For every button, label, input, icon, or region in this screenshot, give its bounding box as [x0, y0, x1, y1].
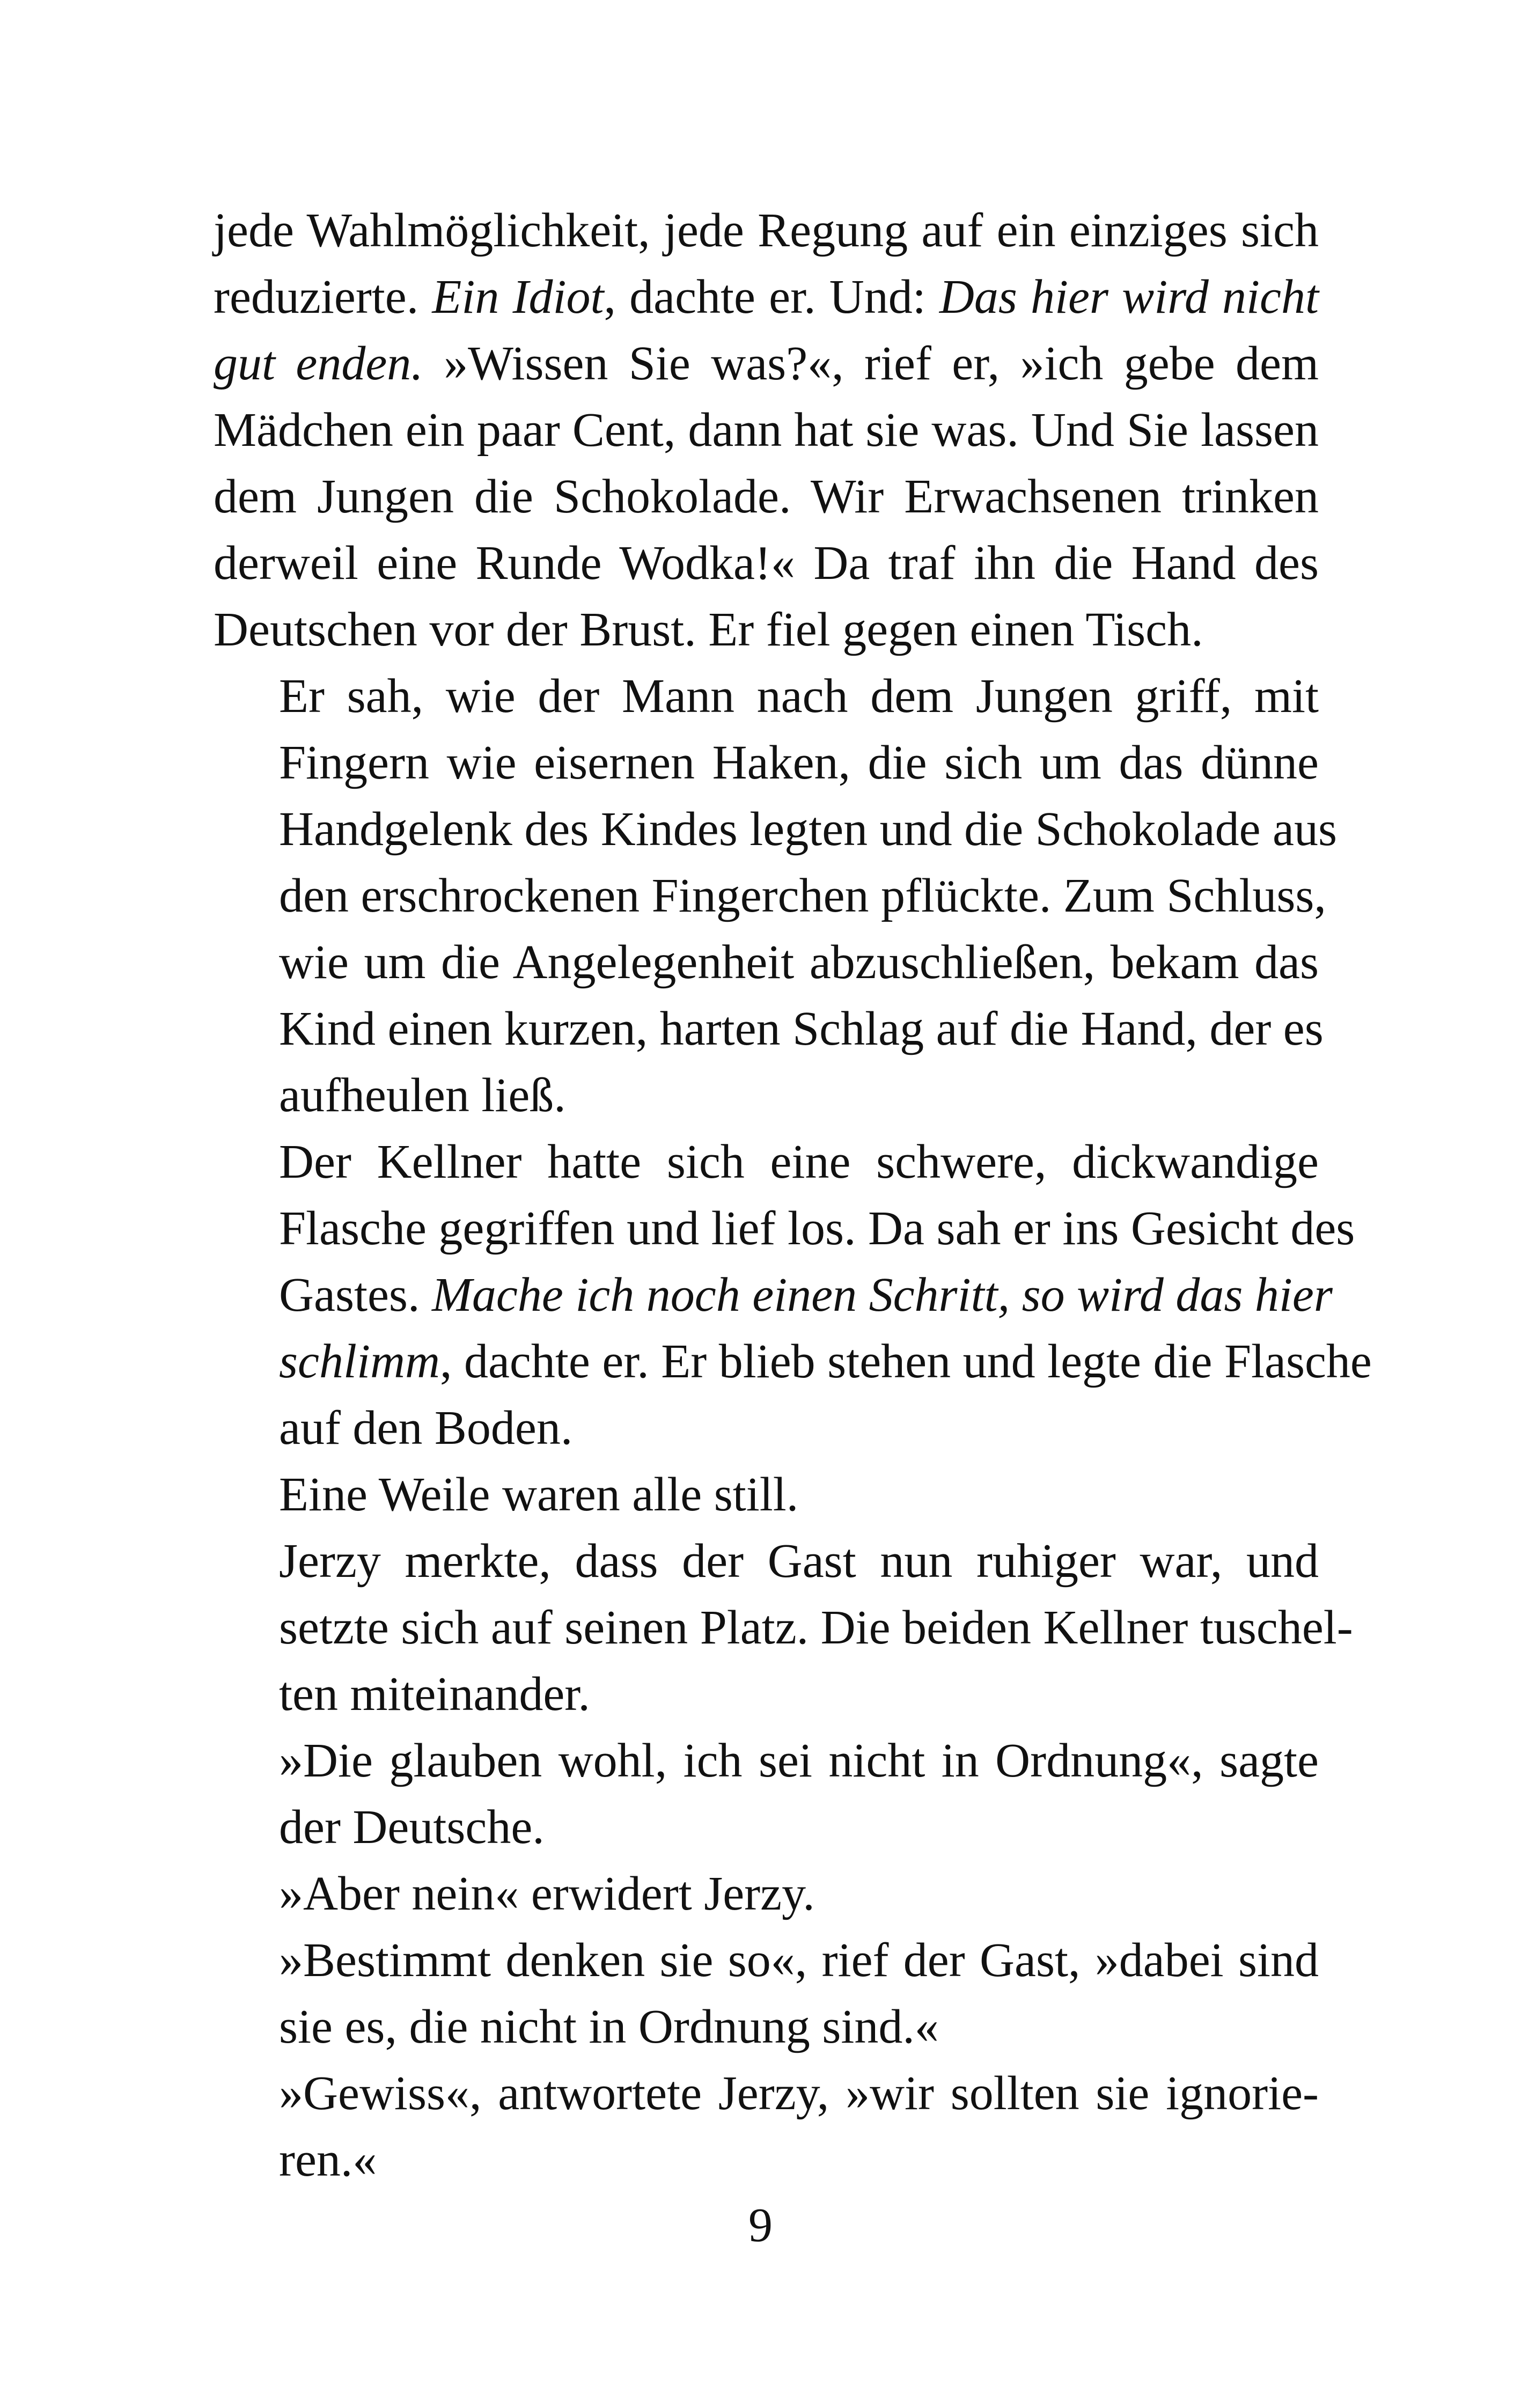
text-line — [214, 1528, 1319, 1595]
text-line — [214, 597, 1319, 663]
italic-text: Mache ich noch einen Schritt, so wird das hier — [431, 1268, 1333, 1322]
text-run: Eine Weile waren alle still. — [279, 1468, 799, 1521]
text-run: »Gewiss«, antwortete Jerzy, »wir sollten sie ignorie- — [279, 2067, 1319, 2120]
text-line — [214, 863, 1326, 929]
text-line — [214, 197, 1319, 264]
text-line — [214, 1395, 1319, 1462]
paragraph — [214, 1927, 1319, 2060]
italic-text: Ein Idiot — [432, 270, 604, 324]
text-run: Handgelenk des Kindes legten und die Schokolade aus — [279, 803, 1338, 856]
italic-text: Das hier wird nicht — [939, 270, 1319, 324]
text-line — [214, 1328, 1372, 1395]
paragraph — [214, 1528, 1353, 1728]
text-run: Kind einen kurzen, harten Schlag auf die Hand, der es — [279, 1002, 1324, 1055]
text-run: »Aber nein« erwidert Jerzy. — [279, 1867, 815, 1920]
text-run: der Deutsche. — [279, 1801, 545, 1854]
text-line — [214, 1728, 1319, 1794]
paragraph — [214, 1861, 1319, 1927]
text-run: , dachte er. Er blieb stehen und legte die Flasche — [439, 1335, 1372, 1388]
text-line — [214, 464, 1319, 530]
text-line — [214, 2127, 1319, 2193]
text-line — [214, 1794, 1319, 1861]
text-line — [214, 929, 1319, 996]
italic-text: gut enden. — [214, 337, 423, 390]
text-line — [214, 2060, 1319, 2127]
italic-text: schlimm — [279, 1335, 440, 1388]
text-line — [214, 796, 1338, 863]
paragraph — [214, 1462, 1319, 1528]
text-run: reduzierte. — [214, 270, 432, 324]
text-line — [214, 530, 1319, 597]
text-run: Der Kellner hatte sich eine schwere, dickwandige — [279, 1135, 1319, 1188]
text-run: Gastes. — [279, 1268, 432, 1322]
text-run: derweil eine Runde Wodka!« Da traf ihn die Hand des — [214, 537, 1319, 590]
paragraph — [214, 2060, 1319, 2193]
text-line — [214, 331, 1319, 397]
text-line — [214, 1927, 1319, 1994]
text-line — [214, 397, 1319, 464]
text-run: , dachte er. Und: — [604, 270, 939, 324]
paragraph — [214, 1728, 1319, 1861]
text-run: ren.« — [279, 2133, 377, 2186]
text-run: Jerzy merkte, dass der Gast nun ruhiger war, und — [279, 1535, 1319, 1588]
text-run: Deutschen vor der Brust. Er fiel gegen einen Tisch. — [214, 603, 1203, 656]
text-run: Er sah, wie der Mann nach dem Jungen griff, mit — [279, 670, 1319, 723]
text-run: setzte sich auf seinen Platz. Die beiden Kellner tuschel- — [279, 1601, 1353, 1654]
paragraph — [214, 663, 1338, 1129]
page-number: 9 — [748, 2199, 773, 2252]
text-line — [214, 1262, 1333, 1328]
book-page-body — [214, 197, 1372, 2193]
text-line — [214, 663, 1319, 730]
text-run: »Die glauben wohl, ich sei nicht in Ordnung«, sagte — [279, 1734, 1319, 1787]
text-line — [214, 1994, 1319, 2060]
text-run: jede Wahlmöglichkeit, jede Regung auf ein einziges sich — [214, 204, 1319, 257]
text-line — [214, 1661, 1319, 1728]
text-line — [214, 1129, 1319, 1195]
text-run: ten miteinander. — [279, 1668, 590, 1721]
text-line — [214, 996, 1324, 1062]
text-line — [214, 730, 1319, 796]
text-run: den erschrockenen Fingerchen pflückte. Zum Schluss, — [279, 869, 1326, 922]
paragraph — [214, 1129, 1372, 1462]
text-run: Fingern wie eisernen Haken, die sich um das dünne — [279, 736, 1319, 789]
text-line — [214, 1595, 1353, 1661]
text-line — [214, 1462, 1319, 1528]
text-line — [214, 1861, 1319, 1927]
text-run: Mädchen ein paar Cent, dann hat sie was. Und Sie lassen — [214, 403, 1319, 457]
text-line — [214, 1062, 1319, 1129]
text-run: aufheulen ließ. — [279, 1069, 566, 1122]
paragraph — [214, 197, 1319, 663]
text-run: dem Jungen die Schokolade. Wir Erwachsenen trinken — [214, 470, 1319, 523]
text-run: Flasche gegriffen und lief los. Da sah er ins Gesicht des — [279, 1202, 1355, 1255]
text-run: »Wissen Sie was?«, rief er, »ich gebe dem — [423, 337, 1319, 390]
text-run: »Bestimmt denken sie so«, rief der Gast, »dabei sind — [279, 1934, 1319, 1987]
text-line — [214, 264, 1319, 331]
text-line — [214, 1195, 1355, 1262]
text-run: sie es, die nicht in Ordnung sind.« — [279, 2000, 939, 2053]
text-run: auf den Boden. — [279, 1401, 573, 1455]
text-run: wie um die Angelegenheit abzuschließen, bekam das — [279, 936, 1319, 989]
